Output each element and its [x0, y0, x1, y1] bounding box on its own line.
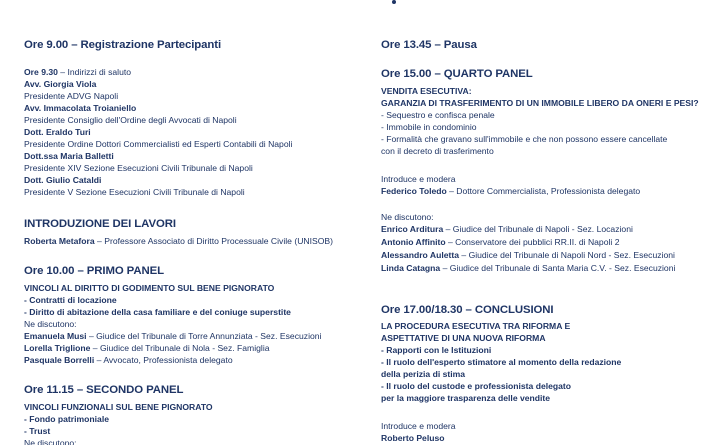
panel-2-heading: Ore 11.15 – SECONDO PANEL — [24, 384, 184, 396]
panel-4-speaker: Antonio Affinito – Conservatore dei pubblici RR.II. di Napoli 2 — [381, 237, 620, 247]
speaker-role: Presidente XIV Sezione Esecuzioni Civili Tribunale di Napoli — [24, 163, 253, 173]
panel-4-discuss-label: Ne discutono: — [381, 212, 434, 222]
panel-4-heading: Ore 15.00 – QUARTO PANEL — [381, 68, 533, 80]
conclusions-topic: - Rapporti con le Istituzioni — [381, 345, 492, 355]
speaker-role: Presidente V Sezione Esecuzioni Civili Tribunale di Napoli — [24, 187, 245, 197]
panel-4-moderator: Federico Toledo – Dottore Commercialista, Professionista delegato — [381, 186, 641, 196]
panel-2-subtitle: VINCOLI FUNZIONALI SUL BENE PIGNORATO — [24, 402, 213, 412]
panel-2-discuss-label: Ne discutono: — [24, 438, 77, 445]
intro-speaker: Roberta Metafora – Professore Associato di Diritto Processuale Civile (UNISOB) — [24, 236, 334, 246]
conclusions-intro-label: Introduce e modera — [381, 421, 456, 431]
speaker-role: Presidente Consiglio dell'Ordine degli Avvocati di Napoli — [24, 115, 237, 125]
conclusions-subtitle: ASPETTATIVE DI UNA NUOVA RIFORMA — [381, 333, 546, 343]
panel-4-speaker: Alessandro Auletta – Giudice del Tribunale di Napoli Nord - Sez. Esecuzioni — [381, 250, 675, 260]
panel-4-topic: - Sequestro e confisca penale — [381, 110, 495, 120]
speaker-name: Avv. Giorgia Viola — [24, 79, 97, 89]
panel-1-subtitle: VINCOLI AL DIRITTO DI GODIMENTO SUL BENE PIGNORATO — [24, 283, 275, 293]
speaker-name: Dott.ssa Maria Balletti — [24, 151, 114, 161]
conclusions-heading: Ore 17.00/18.30 – CONCLUSIONI — [381, 304, 554, 316]
panel-4-subtitle: GARANZIA DI TRASFERIMENTO DI UN IMMOBILE LIBERO DA ONERI E PESI? — [381, 98, 699, 108]
speaker-role: Presidente Ordine Dottori Commercialisti ed Esperti Contabili di Napoli — [24, 139, 293, 149]
panel-1-topic: - Contratti di locazione — [24, 295, 117, 305]
panel-2-topic: - Fondo patrimoniale — [24, 414, 109, 424]
conclusions-topic: per la maggiore trasparenza delle vendite — [381, 393, 551, 403]
panel-4-topic: - Immobile in condominio — [381, 122, 477, 132]
welcome-line: Ore 9.30 – Indirizzi di saluto — [24, 67, 132, 77]
panel-2-topic: - Trust — [24, 426, 51, 436]
registration-heading: Ore 9.00 – Registrazione Partecipanti — [24, 39, 222, 51]
speaker-role: Presidente ADVG Napoli — [24, 91, 119, 101]
conclusions-topic: - Il ruolo dell'esperto stimatore al momento della redazione — [381, 357, 622, 367]
conclusions-topic: della perizia di stima — [381, 369, 466, 379]
panel-4-topic: con il decreto di trasferimento — [381, 146, 494, 156]
panel-4-speaker: Linda Catagna – Giudice del Tribunale di Santa Maria C.V. - Sez. Esecuzioni — [381, 263, 676, 273]
panel-1-speaker: Emanuela Musi – Giudice del Tribunale di Torre Annunziata - Sez. Esecuzioni — [24, 331, 322, 341]
speaker-name: Dott. Eraldo Turi — [24, 127, 91, 137]
panel-1-speaker: Lorella Triglione – Giudice del Tribunale di Nola - Sez. Famiglia — [24, 343, 270, 353]
conclusions-moderator: Roberto Peluso — [381, 433, 445, 443]
panel-4-subtitle: VENDITA ESECUTIVA: — [381, 86, 472, 96]
decorative-dot — [392, 0, 396, 4]
conclusions-subtitle: LA PROCEDURA ESECUTIVA TRA RIFORMA E — [381, 321, 571, 331]
speaker-name: Avv. Immacolata Troianiello — [24, 103, 137, 113]
panel-1-speaker: Pasquale Borrelli – Avvocato, Professionista delegato — [24, 355, 233, 365]
conclusions-topic: - Il ruolo del custode e professionista delegato — [381, 381, 572, 391]
intro-heading: INTRODUZIONE DEI LAVORI — [24, 218, 176, 230]
panel-4-speaker: Enrico Arditura – Giudice del Tribunale di Napoli - Sez. Locazioni — [381, 224, 633, 234]
panel-1-heading: Ore 10.00 – PRIMO PANEL — [24, 265, 164, 277]
panel-4-intro-label: Introduce e modera — [381, 174, 456, 184]
speaker-name: Dott. Giulio Cataldi — [24, 175, 102, 185]
break-heading: Ore 13.45 – Pausa — [381, 39, 477, 51]
panel-1-discuss-label: Ne discutono: — [24, 319, 77, 329]
panel-1-topic: - Diritto di abitazione della casa familiare e del coniuge superstite — [24, 307, 291, 317]
panel-4-topic: - Formalità che gravano sull'immobile e che non possono essere cancellate — [381, 134, 668, 144]
